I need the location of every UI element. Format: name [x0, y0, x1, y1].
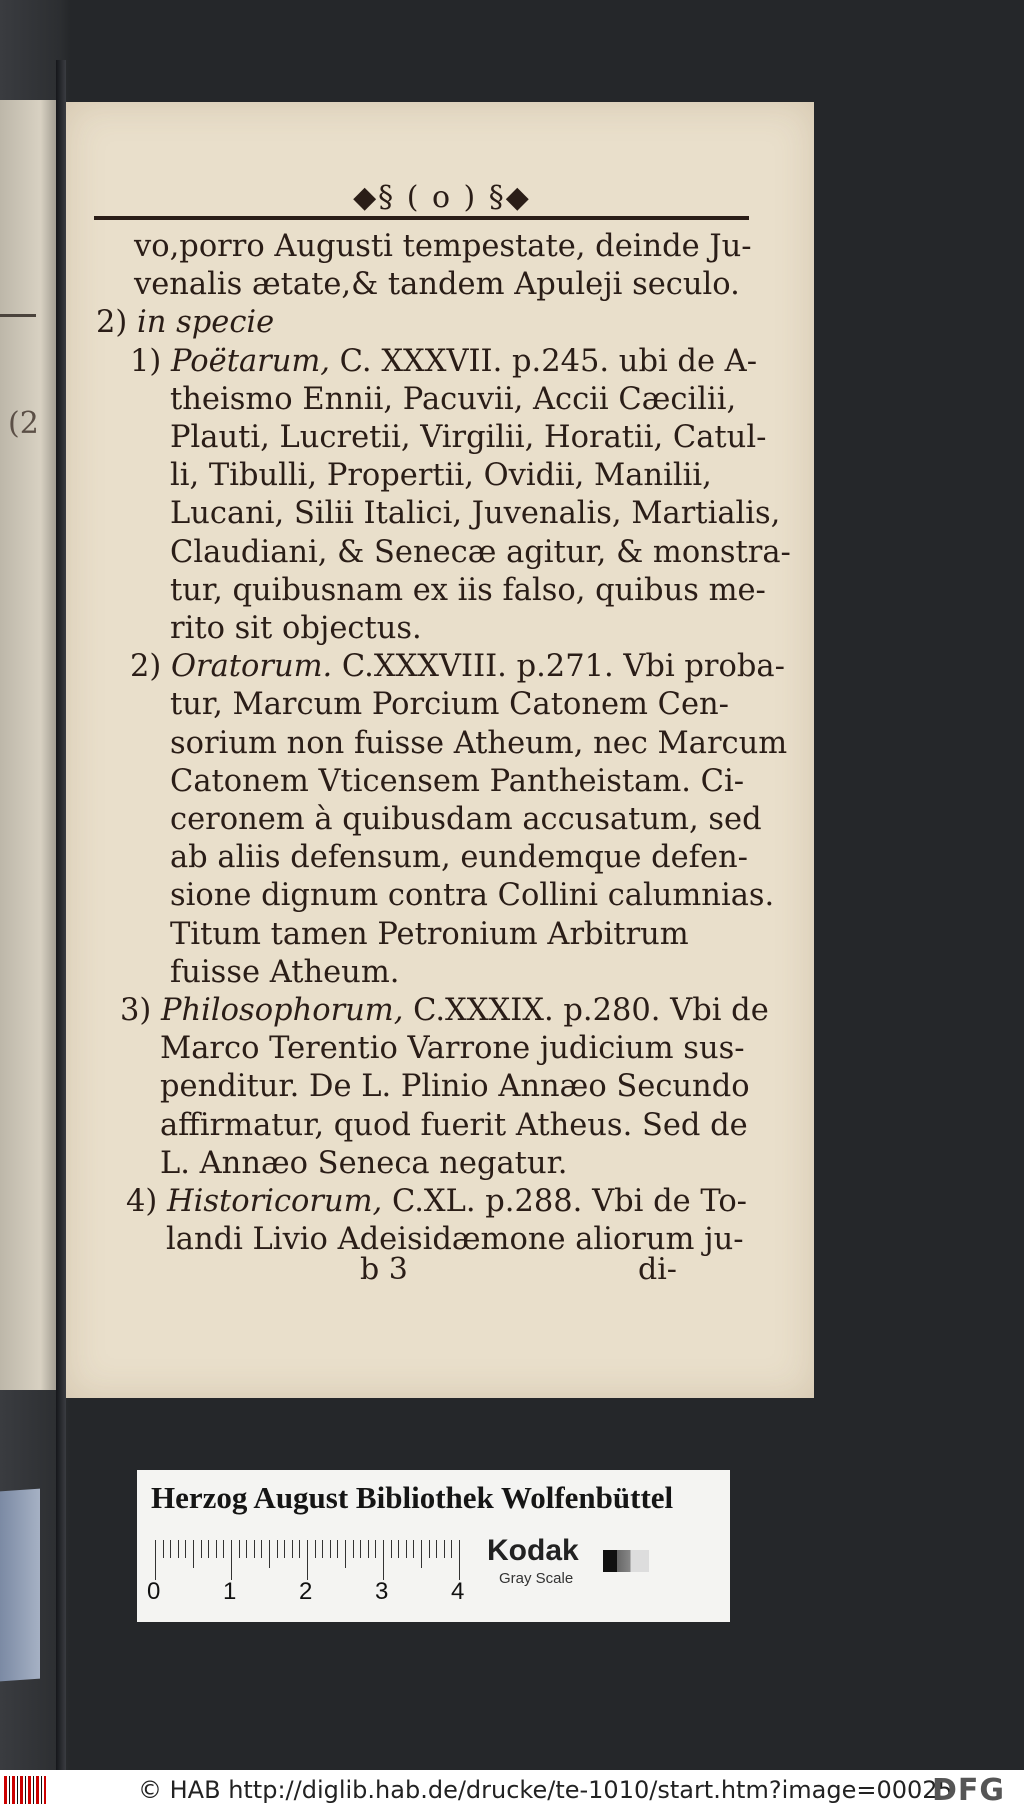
- ruler-tick: [413, 1540, 414, 1558]
- adjacent-page-edge: [0, 100, 58, 1390]
- ruler-tick: [185, 1540, 186, 1558]
- gray-swatch: [603, 1550, 649, 1572]
- adjacent-page-mark: (2: [8, 406, 39, 441]
- text-line: affirmatur, quod fuerit Atheus. Sed de: [160, 1107, 748, 1143]
- text-line: li, Tibulli, Propertii, Ovidii, Manilii,: [170, 458, 712, 494]
- text-line: Plauti, Lucretii, Virgilii, Horatii, Catul-: [170, 420, 767, 455]
- text-line: penditur. De L. Plinio Annæo Secundo: [160, 1069, 750, 1105]
- ruler-tick: [284, 1540, 285, 1558]
- text-line: L. Annæo Seneca negatur.: [160, 1145, 568, 1181]
- ruler-tick: [315, 1540, 316, 1558]
- kodak-logo: Kodak: [487, 1534, 579, 1567]
- ruler-tick: [368, 1540, 369, 1558]
- barcode-icon: [4, 1776, 46, 1804]
- ruler-tick: [269, 1540, 270, 1568]
- catchword: di-: [638, 1252, 677, 1287]
- ruler-tick: [216, 1540, 217, 1558]
- ruler-number: 3: [375, 1578, 389, 1605]
- ruler-tick: [292, 1540, 293, 1558]
- ruler-tick: [459, 1540, 460, 1580]
- text-line: Titum tamen Petronium Arbitrum: [170, 916, 689, 952]
- ruler-tick: [239, 1540, 240, 1558]
- text-line: sorium non fuisse Atheum, nec Marcum: [170, 725, 788, 761]
- ruler-tick: [353, 1540, 354, 1558]
- ruler-tick: [307, 1540, 308, 1580]
- gray-scale-label: Gray Scale: [499, 1570, 574, 1587]
- ruler-tick: [208, 1540, 209, 1558]
- ruler-tick: [178, 1540, 179, 1558]
- header-rule: [94, 216, 749, 220]
- text-line: 3) Philosophorum, C.XXXIX. p.280. Vbi de: [120, 993, 769, 1028]
- text-line: 2) in specie: [96, 305, 275, 341]
- ruler-tick: [155, 1540, 156, 1580]
- text-line: Lucani, Silii Italici, Juvenalis, Martialis,: [170, 496, 781, 532]
- ruler-tick: [299, 1540, 300, 1558]
- ruler-tick: [261, 1540, 262, 1558]
- ruler-tick: [421, 1540, 422, 1568]
- ruler-tick: [398, 1540, 399, 1558]
- text-line: landi Livio Adeisidæmone aliorum ju-: [166, 1222, 744, 1258]
- text-line: ceronem à quibusdam accusatum, sed: [170, 802, 762, 837]
- text-line: 2) Oratorum. C.XXXVIII. p.271. Vbi proba-: [130, 649, 785, 685]
- ruler-tick: [391, 1540, 392, 1558]
- text-line: ab aliis defensum, eundemque defen-: [170, 840, 748, 876]
- text-line: rito sit objectus.: [170, 611, 422, 646]
- text-line: venalis ætate,& tandem Apuleji seculo.: [134, 267, 740, 303]
- ruler-tick: [345, 1540, 346, 1568]
- ruler-number: 1: [223, 1578, 237, 1605]
- ruler-tick: [330, 1540, 331, 1558]
- ruler-tick: [246, 1540, 247, 1558]
- text-line: fuisse Atheum.: [170, 954, 400, 990]
- ruler-tick: [406, 1540, 407, 1558]
- copyright-url[interactable]: © HAB http://diglib.hab.de/drucke/te-1010/start.htm?image=00025: [138, 1776, 953, 1804]
- text-line: Catonem Vticensem Pantheistam. Ci-: [170, 763, 745, 799]
- ruler-tick: [223, 1540, 224, 1558]
- text-line: vo,porro Augusti tempestate, deinde Ju-: [134, 229, 752, 264]
- ruler-number: 4: [451, 1578, 465, 1605]
- ruler-tick: [170, 1540, 171, 1558]
- ruler-tick: [163, 1540, 164, 1558]
- library-name: Herzog August Bibliothek Wolfenbüttel: [151, 1480, 674, 1515]
- adjacent-color-tab: [0, 1489, 40, 1682]
- text-line: 4) Historicorum, C.XL. p.288. Vbi de To-: [126, 1184, 747, 1219]
- ruler-tick: [360, 1540, 361, 1558]
- text-line: Marco Terentio Varrone judicium sus-: [160, 1031, 745, 1067]
- ruler-tick: [254, 1540, 255, 1558]
- ruler-tick: [231, 1540, 232, 1580]
- ruler-tick: [451, 1540, 452, 1558]
- footer-bar: [0, 1770, 1024, 1810]
- page-header: ◆§ ( ο ) §◆: [353, 180, 531, 215]
- text-line: Claudiani, & Senecæ agitur, & monstra-: [170, 534, 791, 570]
- ruler-tick: [383, 1540, 384, 1580]
- ruler-number: 2: [299, 1578, 313, 1605]
- adjacent-page-rule: [0, 314, 36, 317]
- ruler-tick: [375, 1540, 376, 1558]
- book-spine: [56, 60, 66, 1770]
- ruler-tick: [201, 1540, 202, 1558]
- ruler-number: 0: [147, 1578, 161, 1605]
- ruler-tick: [429, 1540, 430, 1558]
- ruler-tick: [277, 1540, 278, 1558]
- text-line: tur, Marcum Porcium Catonem Cen-: [170, 687, 729, 723]
- dfg-logo: DFG: [932, 1773, 1006, 1808]
- text-line: theismo Ennii, Pacuvii, Accii Cæcilii,: [170, 381, 737, 417]
- ruler-tick: [337, 1540, 338, 1558]
- ruler-tick: [444, 1540, 445, 1558]
- text-line: 1) Poëtarum, C. XXXVII. p.245. ubi de A-: [130, 343, 758, 379]
- scale-ruler: [155, 1540, 465, 1580]
- signature-mark: b 3: [360, 1252, 408, 1287]
- ruler-tick: [436, 1540, 437, 1558]
- book-page: [66, 102, 814, 1398]
- ruler-tick: [322, 1540, 323, 1558]
- ruler-tick: [193, 1540, 194, 1568]
- text-line: tur, quibusnam ex iis falso, quibus me-: [170, 572, 766, 608]
- color-calibration-card: [137, 1470, 730, 1622]
- text-line: sione dignum contra Collini calumnias.: [170, 878, 775, 914]
